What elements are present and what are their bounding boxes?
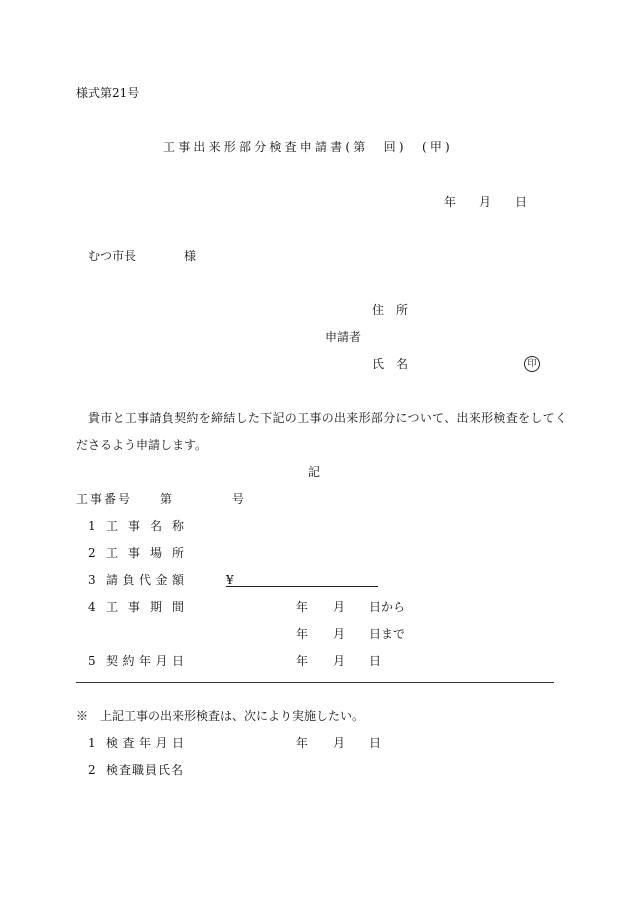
addressee-name: むつ市長 <box>88 249 137 263</box>
koji-bango-label: 工事番号 <box>76 492 133 506</box>
section-divider <box>76 682 554 683</box>
ki-heading: 記 <box>308 465 321 479</box>
item-1-label: 工事名称 <box>106 519 195 533</box>
period-to-month: 月 <box>333 627 346 641</box>
contract-amount-yen: ¥ <box>226 573 234 587</box>
inspection-date-month: 月 <box>333 736 346 750</box>
inspection-1-number: 1 <box>88 736 96 750</box>
period-to-year: 年 <box>296 627 309 641</box>
item-5-number: 5 <box>88 654 96 668</box>
body-text-line2: ださるよう申請します。 <box>76 438 208 452</box>
period-from-year: 年 <box>296 600 309 614</box>
inspection-1-label: 検査年月日 <box>106 736 189 750</box>
koji-bango-go: 号 <box>232 492 245 506</box>
contract-date-day: 日 <box>369 654 382 668</box>
applicant-label: 申請者 <box>325 330 362 344</box>
period-to-day: 日まで <box>369 627 406 641</box>
form-number: 様式第21号 <box>76 86 140 100</box>
item-4-number: 4 <box>88 600 96 614</box>
inspection-2-label: 検査職員氏名 <box>106 763 185 777</box>
inspection-date-day: 日 <box>369 736 382 750</box>
item-3-number: 3 <box>88 573 96 587</box>
contract-date-year: 年 <box>296 654 309 668</box>
date-day: 日 <box>515 195 528 209</box>
inspection-2-number: 2 <box>88 763 96 777</box>
date-year: 年 <box>444 195 457 209</box>
name-label: 氏 名 <box>372 357 409 371</box>
item-2-number: 2 <box>88 546 96 560</box>
note-text: ※ 上記工事の出来形検査は、次により実施したい。 <box>76 709 365 723</box>
item-3-label: 請負代金額 <box>106 573 189 587</box>
contract-amount-underline <box>226 586 378 587</box>
period-from-day: 日から <box>369 600 406 614</box>
inspection-date-year: 年 <box>296 736 309 750</box>
contract-date-month: 月 <box>333 654 346 668</box>
koji-bango-dai: 第 <box>160 492 173 506</box>
item-5-label: 契約年月日 <box>106 654 189 668</box>
item-2-label: 工事場所 <box>106 546 195 560</box>
date-month: 月 <box>479 195 492 209</box>
document-title: 工事出来形部分検査申請書(第 回) (甲) <box>163 140 453 154</box>
seal-mark: 印 <box>524 356 540 372</box>
body-text-line1: 貴市と工事請負契約を締結した下記の工事の出来形部分について、出来形検査をしてく <box>88 411 568 425</box>
period-from-month: 月 <box>333 600 346 614</box>
addressee-honorific: 様 <box>184 249 197 263</box>
item-4-label: 工事期間 <box>106 600 195 614</box>
address-label: 住 所 <box>372 303 409 317</box>
item-1-number: 1 <box>88 519 96 533</box>
